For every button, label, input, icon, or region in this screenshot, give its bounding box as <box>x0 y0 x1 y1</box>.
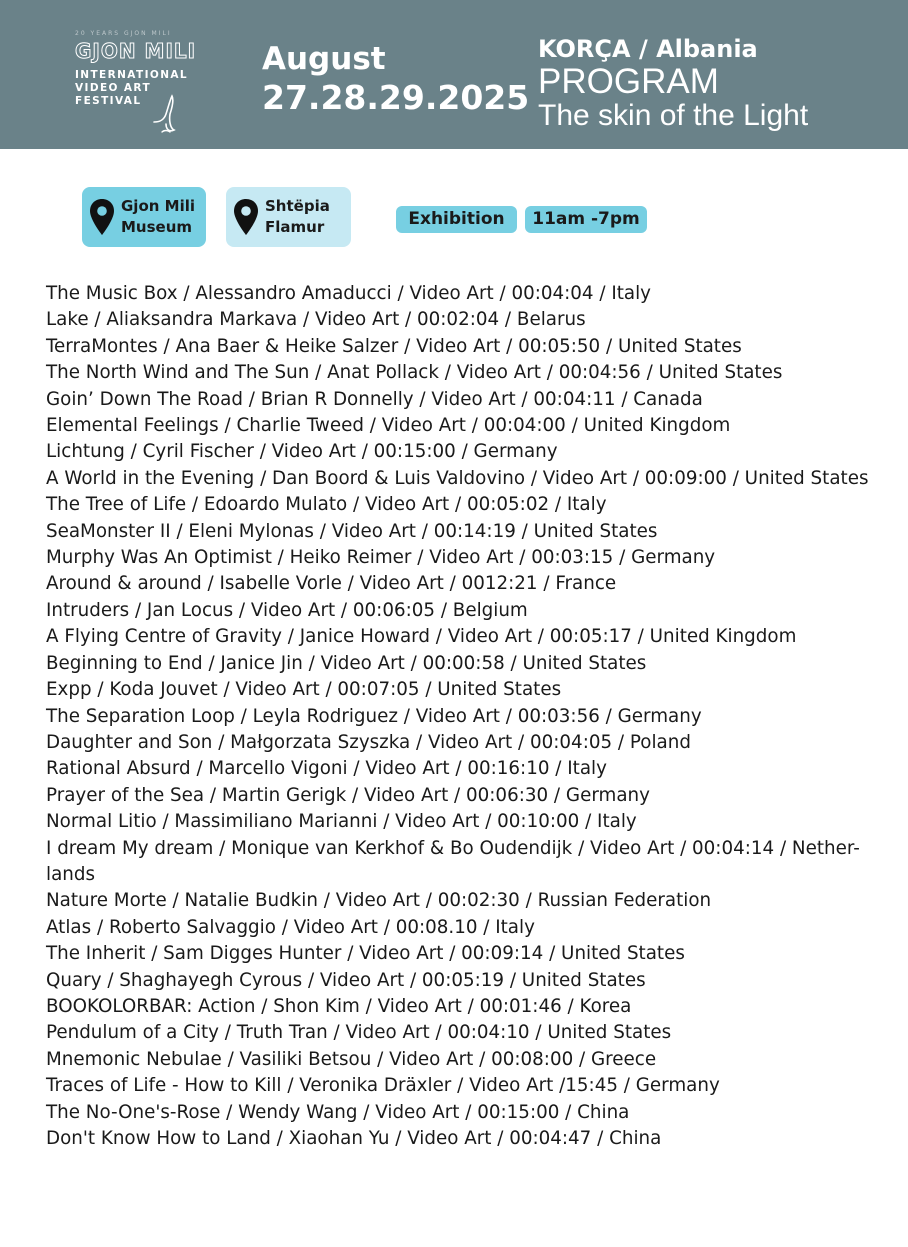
program-entry: The Inherit / Sam Digges Hunter / Video Art / 00:09:14 / United States <box>46 943 685 965</box>
program-entry: Goin’ Down The Road / Brian R Donnelly / Video Art / 00:04:11 / Canada <box>46 388 703 410</box>
program-entry: Beginning to End / Janice Jin / Video Art / 00:00:58 / United States <box>46 652 647 674</box>
logo-line-2: VIDEO ART <box>75 82 152 94</box>
event-type-badge: Exhibition <box>396 206 517 233</box>
program-title: PROGRAM <box>538 62 719 101</box>
program-entry: Quary / Shaghayegh Cyrous / Video Art / 00:05:19 / United States <box>46 969 646 991</box>
festival-logo <box>75 30 205 135</box>
program-entry: Normal Litio / Massimiliano Marianni / Video Art / 00:10:00 / Italy <box>46 811 637 833</box>
program-entry: Nature Morte / Natalie Budkin / Video Art / 00:02:30 / Russian Federation <box>46 890 712 912</box>
program-entry: I dream My dream / Monique van Kerkhof & Bo Oudendijk / Video Art / 00:04:14 / Nether- lands <box>46 837 860 885</box>
program-entry: Elemental Feelings / Charlie Tweed / Video Art / 00:04:00 / United Kingdom <box>46 415 731 437</box>
program-entry: A World in the Evening / Dan Boord & Luis Valdovino / Video Art / 00:09:00 / United States <box>46 467 869 489</box>
program-entry: The North Wind and The Sun / Anat Pollack / Video Art / 00:04:56 / United States <box>46 362 783 384</box>
program-entry: Intruders / Jan Locus / Video Art / 00:06:05 / Belgium <box>46 599 528 621</box>
program-subtitle: The skin of the Light <box>538 99 809 132</box>
program-entry: Pendulum of a City / Truth Tran / Video Art / 00:04:10 / United States <box>46 1022 672 1044</box>
program-entry: Lake / Aliaksandra Markava / Video Art / 00:02:04 / Belarus <box>46 309 586 331</box>
program-entry: TerraMontes / Ana Baer & Heike Salzer / Video Art / 00:05:50 / United States <box>46 335 742 357</box>
venue-badge-gjon-mili-museum <box>82 187 206 247</box>
venue-label: Gjon Mili Museum <box>121 197 196 236</box>
program-entry: Daughter and Son / Małgorzata Szyszka / Video Art / 00:04:05 / Poland <box>46 731 691 753</box>
location-pin-icon <box>233 198 259 236</box>
program-entry: BOOKOLORBAR: Action / Shon Kim / Video Art / 00:01:46 / Korea <box>46 995 632 1017</box>
date-days: 27.28.29.2025 <box>262 78 530 117</box>
program-entry: The Separation Loop / Leyla Rodriguez / Video Art / 00:03:56 / Germany <box>46 705 702 727</box>
venue-badge-shtepia-flamur <box>226 187 351 247</box>
logo-line-3: FESTIVAL <box>75 95 142 107</box>
program-entry: Rational Absurd / Marcello Vigoni / Video Art / 00:16:10 / Italy <box>46 758 607 780</box>
location-pin-icon <box>89 198 115 236</box>
venue-label: Shtëpia Flamur <box>265 197 330 236</box>
logo-top-line: 20 YEARS GJON MILI <box>75 30 172 37</box>
program-entry: The Music Box / Alessandro Amaducci / Video Art / 00:04:04 / Italy <box>46 283 652 304</box>
program-entry: Don't Know How to Land / Xiaohan Yu / Video Art / 00:04:47 / China <box>46 1128 662 1149</box>
location-title: KORÇA / Albania <box>538 35 758 63</box>
program-entry: Lichtung / Cyril Fischer / Video Art / 00:15:00 / Germany <box>46 441 558 463</box>
program-entry: The No-One's-Rose / Wendy Wang / Video Art / 00:15:00 / China <box>46 1101 630 1123</box>
program-entry: Traces of Life - How to Kill / Veronika Dräxler / Video Art /15:45 / Germany <box>46 1075 720 1097</box>
program-entry: Prayer of the Sea / Martin Gerigk / Video Art / 00:06:30 / Germany <box>46 784 650 806</box>
program-entry: Expp / Koda Jouvet / Video Art / 00:07:05 / United States <box>46 679 562 701</box>
program-entry: The Tree of Life / Edoardo Mulato / Video Art / 00:05:02 / Italy <box>46 494 607 516</box>
date-month: August <box>262 41 386 77</box>
festival-dates <box>262 40 529 118</box>
program-list <box>46 281 876 1152</box>
program-entry: Atlas / Roberto Salvaggio / Video Art / 00:08.10 / Italy <box>46 916 535 938</box>
program-entry: Mnemonic Nebulae / Vasiliki Betsou / Video Art / 00:08:00 / Greece <box>46 1048 657 1070</box>
header-banner <box>0 0 908 149</box>
program-entry: Around & around / Isabelle Vorle / Video Art / 0012:21 / France <box>46 573 617 595</box>
logo-name: GJON MILI <box>75 39 197 63</box>
program-entry: A Flying Centre of Gravity / Janice Howard / Video Art / 00:05:17 / United Kingdom <box>46 626 797 648</box>
logo-line-1: INTERNATIONAL <box>75 69 189 81</box>
opening-hours-badge: 11am -7pm <box>525 206 647 233</box>
program-entry: Murphy Was An Optimist / Heiko Reimer / Video Art / 00:03:15 / Germany <box>46 547 716 569</box>
hand-mark-icon <box>150 92 180 134</box>
program-entry: SeaMonster II / Eleni Mylonas / Video Art / 00:14:19 / United States <box>46 520 658 542</box>
program-title-block <box>538 34 808 132</box>
